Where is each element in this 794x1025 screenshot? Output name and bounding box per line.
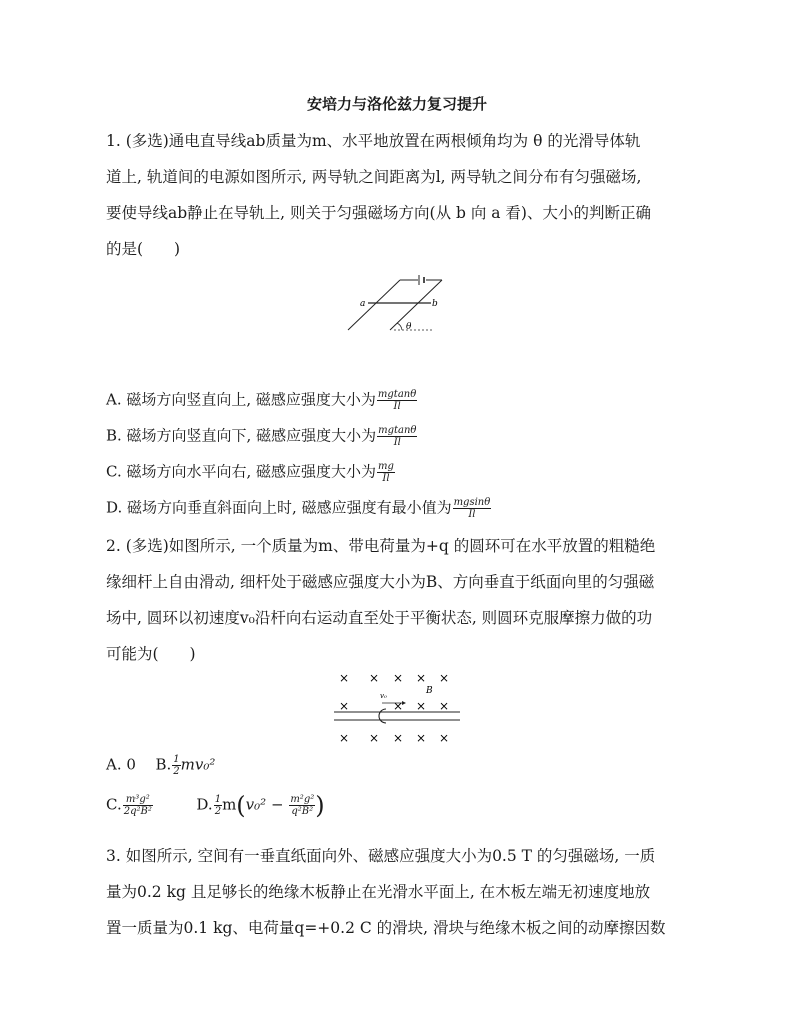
q1-option-b-frac: [377, 425, 417, 448]
q1-option-b-num: mgtanθ: [378, 425, 417, 436]
cross-mark: ×: [338, 731, 350, 745]
q2-option-d-minus: −: [270, 795, 284, 814]
q2-option-b-den: 2: [173, 766, 180, 777]
q1-option-c-frac: [377, 461, 395, 484]
q1-rail-figure: [340, 272, 450, 336]
q2-line-4: 可能为( ): [106, 645, 196, 663]
cross-mark: ×: [338, 699, 350, 713]
q1-line-3: 要使导线ab静止在导轨上, 则关于匀强磁场方向(从 b 向 a 看)、大小的判断正确: [106, 204, 651, 222]
cross-mark: ×: [415, 671, 427, 685]
q1-option-d-frac: [453, 497, 492, 520]
page-title: 安培力与洛伦兹力复习提升: [306, 95, 487, 113]
q2-option-d-den2: q²B²: [291, 806, 314, 817]
q2-option-c-num: m³g²: [123, 794, 153, 806]
q1-option-b: [106, 425, 417, 448]
q2-line-2: 缘细杆上自由滑动, 细杆处于磁感应强度大小为B、方向垂直于纸面向里的匀强磁: [106, 573, 655, 591]
cross-mark: ×: [392, 731, 404, 745]
q1-option-b-text: B. 磁场方向竖直向下, 磁感应强度大小为: [106, 426, 377, 445]
q1-label-a: a: [360, 299, 366, 309]
q2-option-b-prefix: B.: [155, 755, 172, 774]
q2-option-b-num: 1: [173, 754, 180, 765]
q1-label-b: b: [432, 299, 438, 309]
q2-option-d-num2: m²g²: [290, 794, 315, 805]
q2-line-1: 2. (多选)如图所示, 一个质量为m、带电荷量为+q 的圆环可在水平放置的粗糙绝: [106, 537, 656, 555]
q1-option-d: [106, 497, 491, 520]
q2-magnetic-field-figure: [330, 670, 464, 746]
cross-mark: ×: [438, 671, 450, 685]
cross-mark: ×: [338, 671, 350, 685]
q2-option-c-prefix: C.: [106, 795, 122, 814]
q2-option-b-frac: [172, 754, 180, 777]
cross-mark: ×: [368, 671, 380, 685]
q1-option-d-text: D. 磁场方向垂直斜面向上时, 磁感应强度有最小值为: [106, 498, 452, 517]
q1-option-c-num: mg: [378, 461, 394, 472]
cross-mark: ×: [392, 699, 404, 713]
cross-mark: ×: [438, 731, 450, 745]
cross-mark: ×: [415, 699, 427, 713]
q2-option-c-den: 2q²B²: [123, 806, 152, 817]
cross-mark: ×: [392, 671, 404, 685]
q2-options-row-2: C. $\frac{\text{m³g²}}{\text{2q²B²}}$ D. $\frac{1}{2}$ m(v₀² − $\frac{\text{m²g²}}{\text{q²B²}}$ ): [106, 791, 325, 820]
q1-option-a-num: mgtanθ: [377, 389, 417, 400]
q2-option-d-prefix: D.: [196, 795, 213, 814]
q2-option-d-num: 1: [214, 794, 222, 805]
q1-label-theta: θ: [406, 322, 412, 332]
q3-line-2: 量为0.2 kg 且足够长的绝缘木板静止在光滑水平面上, 在木板左端无初速度地放: [106, 883, 651, 901]
q1-line-1: 1. (多选)通电直导线ab质量为m、水平地放置在两根倾角均为 θ 的光滑导体轨: [106, 132, 641, 150]
q1-option-a-den: Il: [393, 401, 401, 412]
q3-line-3: 置一质量为0.1 kg、电荷量q=+0.2 C 的滑块, 滑块与绝缘木板之间的动摩擦因数: [106, 919, 666, 937]
q1-option-b-den: Il: [393, 437, 401, 448]
q1-line-4: 的是( ): [106, 240, 181, 258]
q1-option-a-text: A. 磁场方向竖直向上, 磁感应强度大小为: [106, 390, 376, 409]
q1-option-c: [106, 461, 395, 484]
q2-label-b: B: [426, 686, 433, 696]
q1-option-d-num: mgsinθ: [453, 497, 491, 508]
q2-option-d-v: v₀²: [245, 795, 267, 814]
q2-option-d-frac2: [289, 794, 315, 817]
q2-options-row-1: [106, 754, 215, 777]
cross-mark: ×: [415, 731, 427, 745]
q1-option-a-frac: [377, 389, 417, 412]
q2-option-d-m: m: [222, 795, 237, 814]
q1-option-a: [106, 389, 417, 412]
q1-option-c-text: C. 磁场方向水平向右, 磁感应强度大小为: [106, 462, 377, 481]
q2-option-a: A. 0: [106, 755, 136, 774]
cross-mark: ×: [438, 699, 450, 713]
q1-line-2: 道上, 轨道间的电源如图所示, 两导轨之间距离为l, 两导轨之间分布有匀强磁场,: [106, 168, 642, 186]
q2-option-d-frac: [214, 794, 222, 817]
q1-option-c-den: Il: [382, 473, 390, 484]
q2-option-c-frac: [123, 794, 153, 817]
q1-option-d-den: Il: [468, 509, 476, 520]
q2-option-d-den: 2: [214, 806, 222, 817]
q2-line-3: 场中, 圆环以初速度v₀沿杆向右运动直至处于平衡状态, 则圆环克服摩擦力做的功: [106, 609, 653, 627]
q2-option-b-rest: mv₀²: [180, 755, 216, 774]
q3-line-1: 3. 如图所示, 空间有一垂直纸面向外、磁感应强度大小为0.5 T 的匀强磁场, 一质: [106, 847, 656, 865]
q2-label-v0: v₀: [380, 692, 387, 700]
cross-mark: ×: [368, 731, 380, 745]
